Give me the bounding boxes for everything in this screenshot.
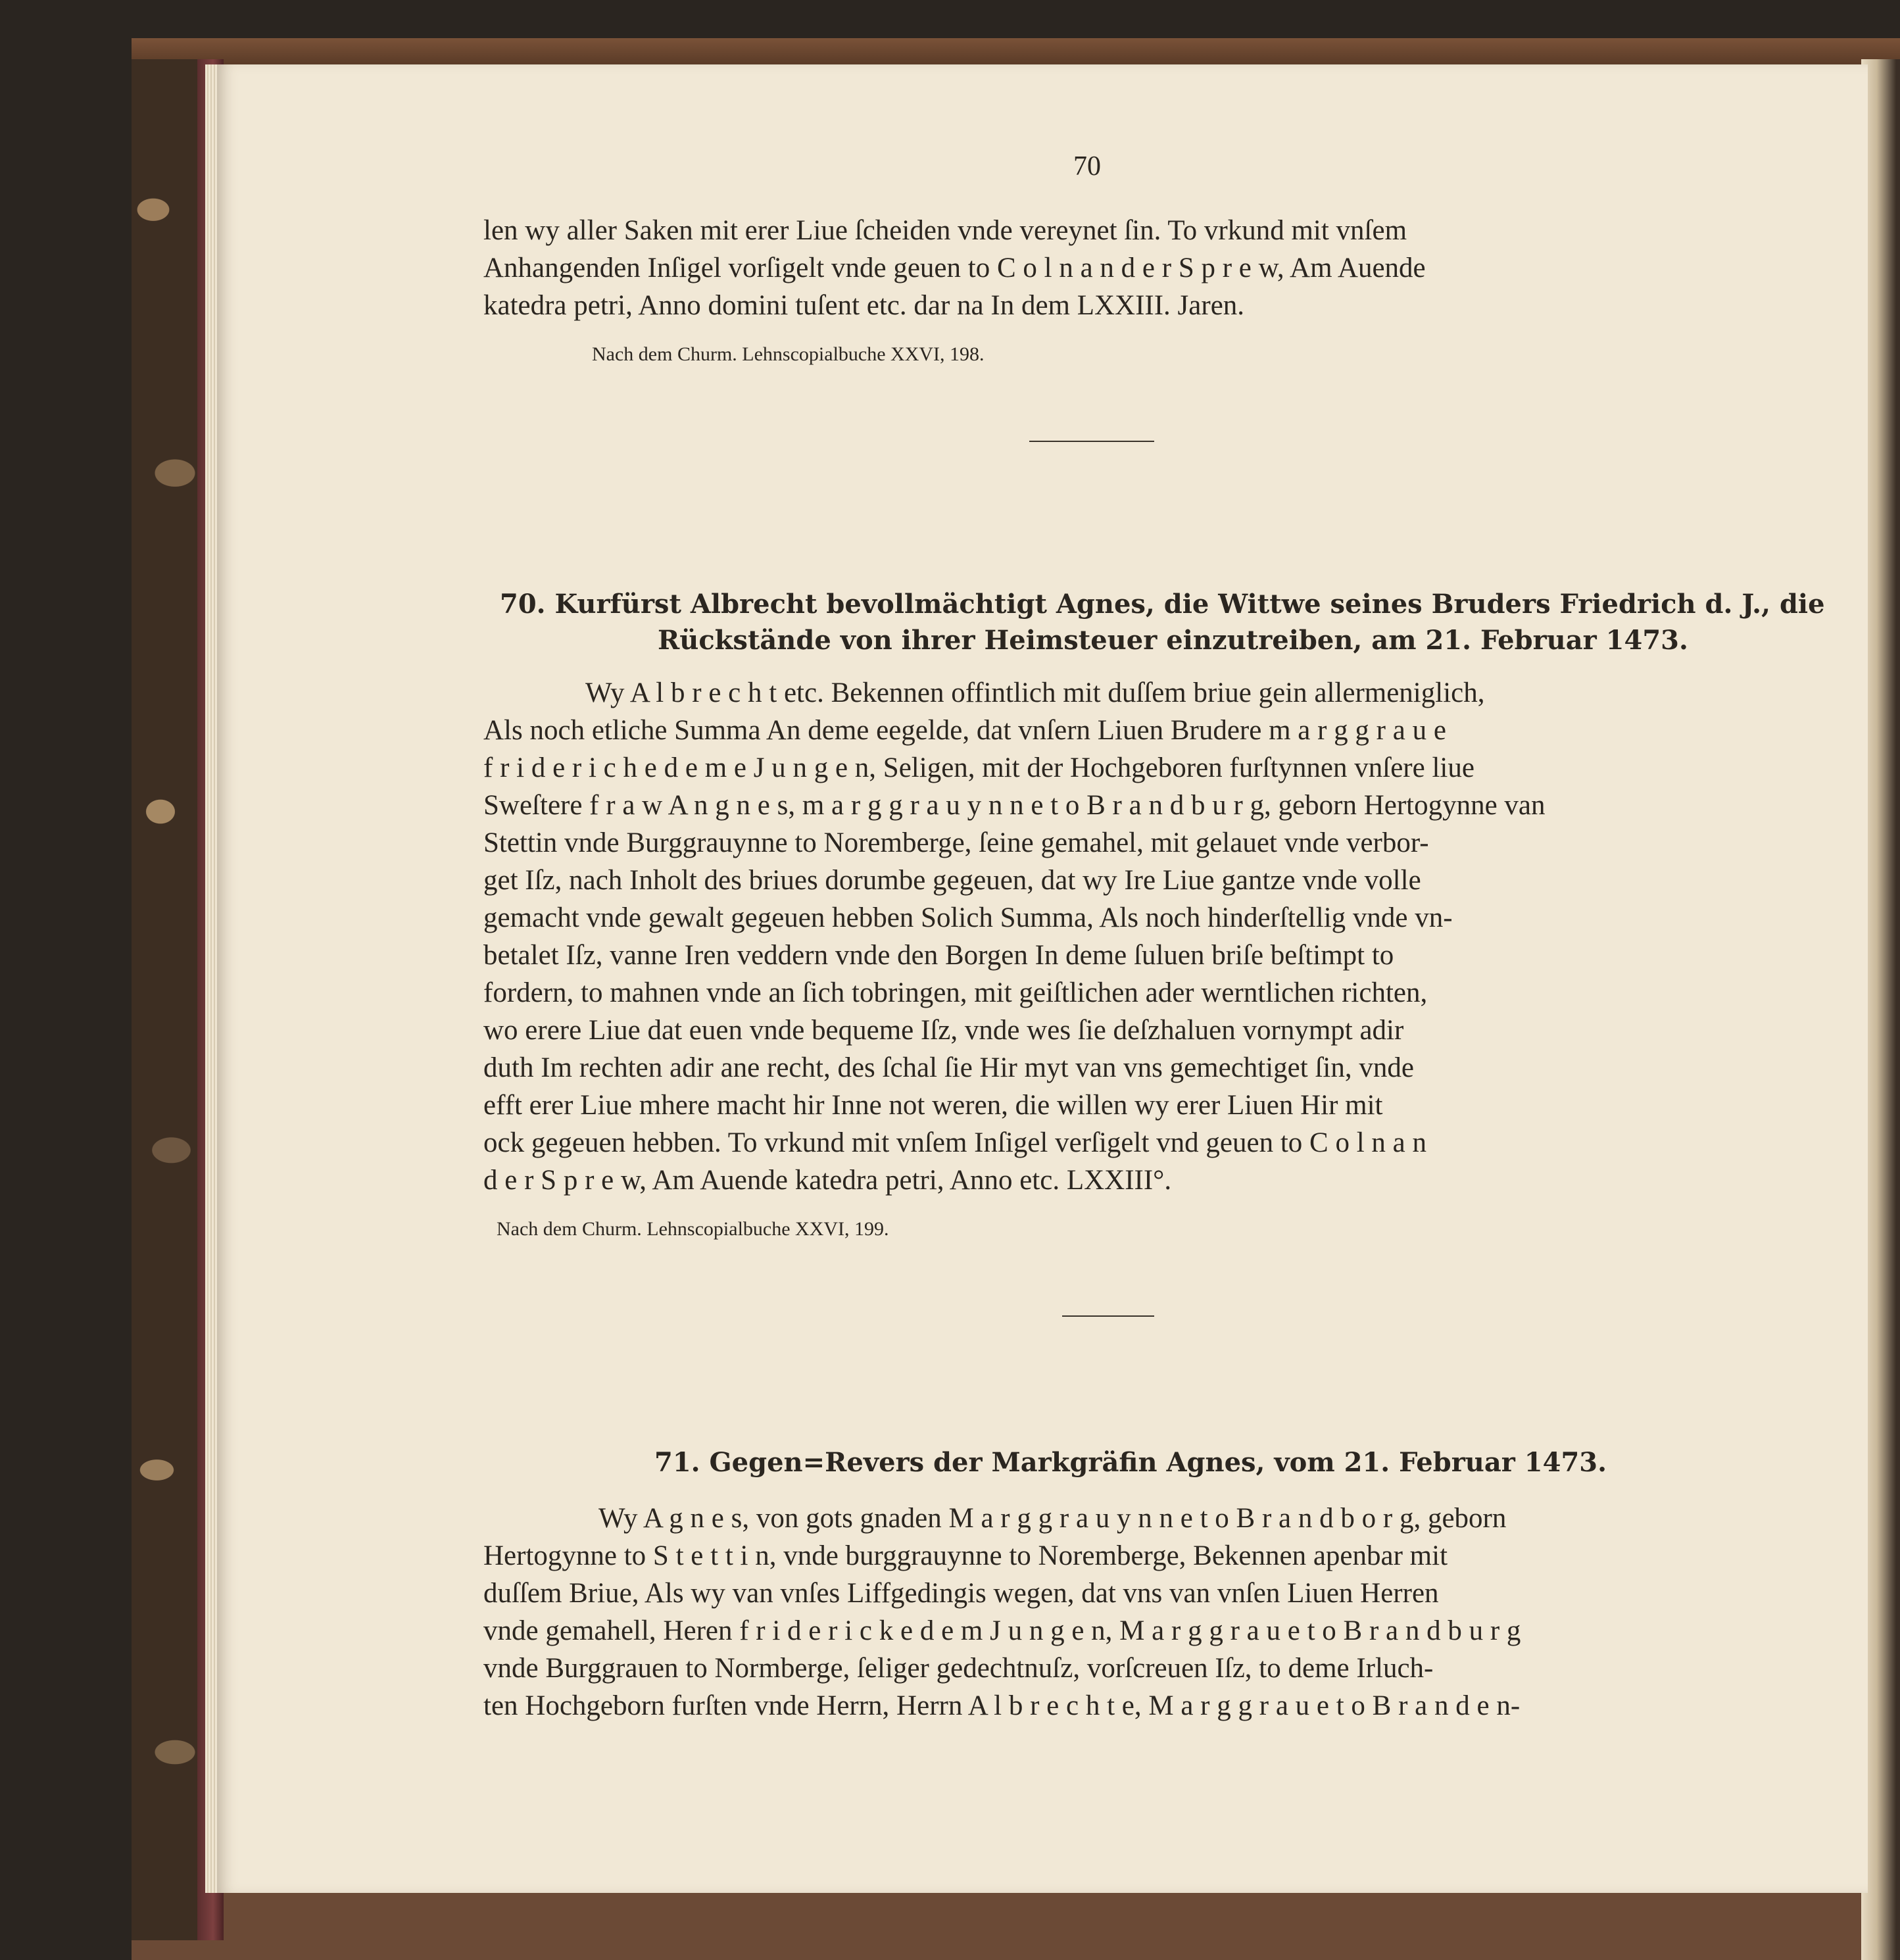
- doc70-heading-line2: Rückstände von ihrer Heimsteuer einzutreiben, am 21. Februar 1473.: [658, 625, 1688, 656]
- doc70-line-14: d e r S p r e w, Am Auende katedra petri, Anno etc. LXXIII°.: [483, 1165, 1172, 1196]
- top-line-2: Anhangenden Inſigel vorſigelt vnde geuen to C o l n a n d e r S p r e w, Am Auende: [483, 253, 1426, 283]
- doc70-line-4: Sweſtere f r a w A n g n e s, m a r g g r a u y n n e t o B r a n d b u r g, geborn Hertogynne van: [483, 790, 1546, 821]
- doc70-line-3: f r i d e r i c h e d e m e J u n g e n, Seligen, mit der Hochgeboren furſtynnen vnſere liue: [483, 752, 1474, 783]
- source-note-top: Nach dem Churm. Lehnscopialbuche XXVI, 198.: [592, 343, 985, 365]
- doc70-line-11: duth Im rechten adir ane recht, des ſchal ſie Hir myt van vns gemechtiget ſin, vnde: [483, 1052, 1414, 1083]
- doc71-heading: 71. Gegen=Revers der Markgräfin Agnes, vom 21. Februar 1473.: [654, 1447, 1607, 1478]
- doc70-line-2: Als noch etliche Summa An deme eegelde, dat vnſern Liuen Brudere m a r g g r a u e: [483, 715, 1446, 746]
- doc70-line-12: efft erer Liue mhere macht hir Inne not weren, die willen wy erer Liuen Hir mit: [483, 1090, 1383, 1121]
- doc71-line-6: ten Hochgeborn furſten vnde Herrn, Herrn A l b r e c h t e, M a r g g r a u e t o B r a n d e n-: [483, 1690, 1521, 1721]
- doc71-line-1: Wy A g n e s, von gots gnaden M a r g g r a u y n n e t o B r a n d b o r g, geborn: [598, 1503, 1507, 1534]
- marbled-endpaper: [132, 59, 204, 1940]
- top-line-3: katedra petri, Anno domini tuſent etc. dar na In dem LXXIII. Jaren.: [483, 290, 1245, 321]
- page-number: 70: [1073, 151, 1101, 182]
- source-note-70: Nach dem Churm. Lehnscopialbuche XXVI, 199.: [497, 1218, 889, 1240]
- doc70-line-5: Stettin vnde Burggrauynne to Noremberge, ſeine gemahel, mit gelauet vnde verbor-: [483, 827, 1429, 858]
- doc71-line-4: vnde gemahell, Heren f r i d e r i c k e d e m J u n g e n, M a r g g r a u e t o B r a n d b u r g: [483, 1615, 1521, 1646]
- doc70-line-13: ock gegeuen hebben. To vrkund mit vnſem Inſigel verſigelt vnd geuen to C o l n a n: [483, 1127, 1426, 1158]
- section-divider-1: [1029, 441, 1154, 442]
- doc71-line-3: duſſem Briue, Als wy van vnſes Liffgedingis wegen, dat vns van vnſen Liuen Herren: [483, 1578, 1439, 1609]
- doc70-line-6: get Iſz, nach Inholt des briues dorumbe gegeuen, dat wy Ire Liue gantze vnde volle: [483, 865, 1421, 896]
- doc70-line-8: betalet Iſz, vanne Iren veddern vnde den Borgen In deme ſuluen briſe beſtimpt to: [483, 940, 1394, 971]
- top-line-1: len wy aller Saken mit erer Liue ſcheiden vnde vereynet ſin. To vrkund mit vnſem: [483, 215, 1407, 246]
- cover-top-edge: [132, 38, 1900, 64]
- doc71-line-5: vnde Burggrauen to Normberge, ſeliger gedechtnuſz, vorſcreuen Iſz, to deme Irluch-: [483, 1653, 1434, 1684]
- doc70-line-10: wo erere Liue dat euen vnde bequeme Iſz, vnde wes ſie deſzhaluen vornympt adir: [483, 1015, 1404, 1046]
- doc70-line-9: fordern, to mahnen vnde an ſich tobringen, mit geiſtlichen ader werntlichen richten,: [483, 977, 1428, 1008]
- doc71-line-2: Hertogynne to S t e t t i n, vnde burggrauynne to Noremberge, Bekennen apenbar mit: [483, 1540, 1448, 1571]
- doc70-line-1: Wy A l b r e c h t etc. Bekennen offintlich mit duſſem briue gein allermeniglich,: [585, 677, 1485, 708]
- doc70-heading-line1: 70. Kurfürst Albrecht bevollmächtigt Agnes, die Wittwe seines Bruders Friedrich d. J., die: [500, 589, 1825, 620]
- doc70-line-7: gemacht vnde gewalt gegeuen hebben Solich Summa, Als noch hinderſtellig vnde vn-: [483, 902, 1453, 933]
- section-divider-2: [1062, 1315, 1154, 1317]
